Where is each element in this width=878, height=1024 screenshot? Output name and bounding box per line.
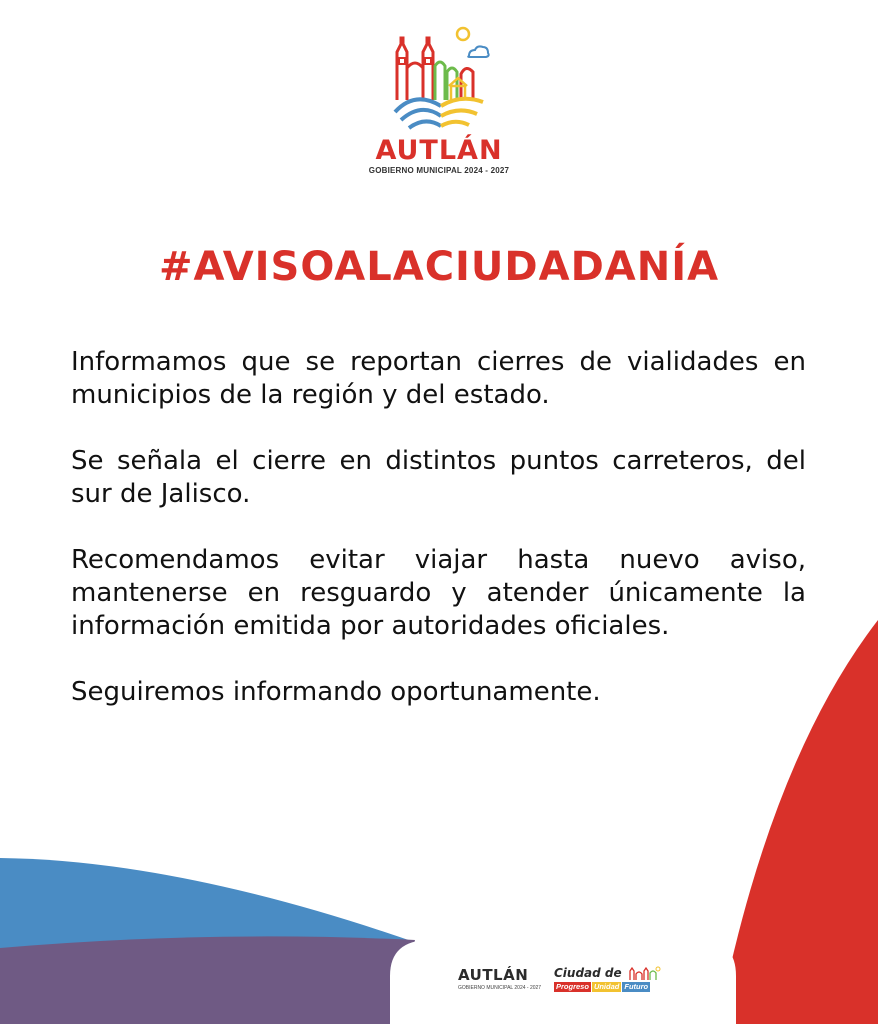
footer-slogan-tags bbox=[554, 982, 650, 992]
slogan-tag-unidad: Unidad bbox=[593, 982, 620, 991]
paragraph-south-jalisco: Se señala el cierre en distintos puntos carreteros, del sur de Jalisco. bbox=[71, 446, 806, 509]
paragraph-closing: Seguiremos informando oportunamente. bbox=[71, 677, 601, 707]
headline-hashtag: #AVISOALACIUDADANÍA bbox=[158, 244, 720, 290]
footer-logo-name: AUTLÁN bbox=[458, 966, 529, 984]
logo-name: AUTLÁN bbox=[375, 135, 503, 166]
logo-subtitle: GOBIERNO MUNICIPAL 2024 - 2027 bbox=[368, 166, 510, 175]
slogan-tag-futuro: Futuro bbox=[624, 982, 649, 991]
slogan-tag-progreso: Progreso bbox=[556, 982, 589, 991]
footer-logo-subtitle: GOBIERNO MUNICIPAL 2024 - 2027 bbox=[458, 985, 542, 991]
footer-logo bbox=[458, 966, 668, 996]
footer-town-icon bbox=[628, 966, 662, 980]
purple-wave-shape bbox=[0, 936, 415, 1024]
footer-slogan-prefix: Ciudad de bbox=[554, 966, 622, 980]
paragraph-road-closures: Informamos que se reportan cierres de vialidades en municipios de la región y del estado. bbox=[71, 347, 806, 410]
red-curve-shape bbox=[718, 620, 878, 1024]
paragraph-recommendation: Recomendamos evitar viajar hasta nuevo aviso, mantenerse en resguardo y atender únicamente la información emitida por autoridades oficiales. bbox=[71, 545, 806, 641]
